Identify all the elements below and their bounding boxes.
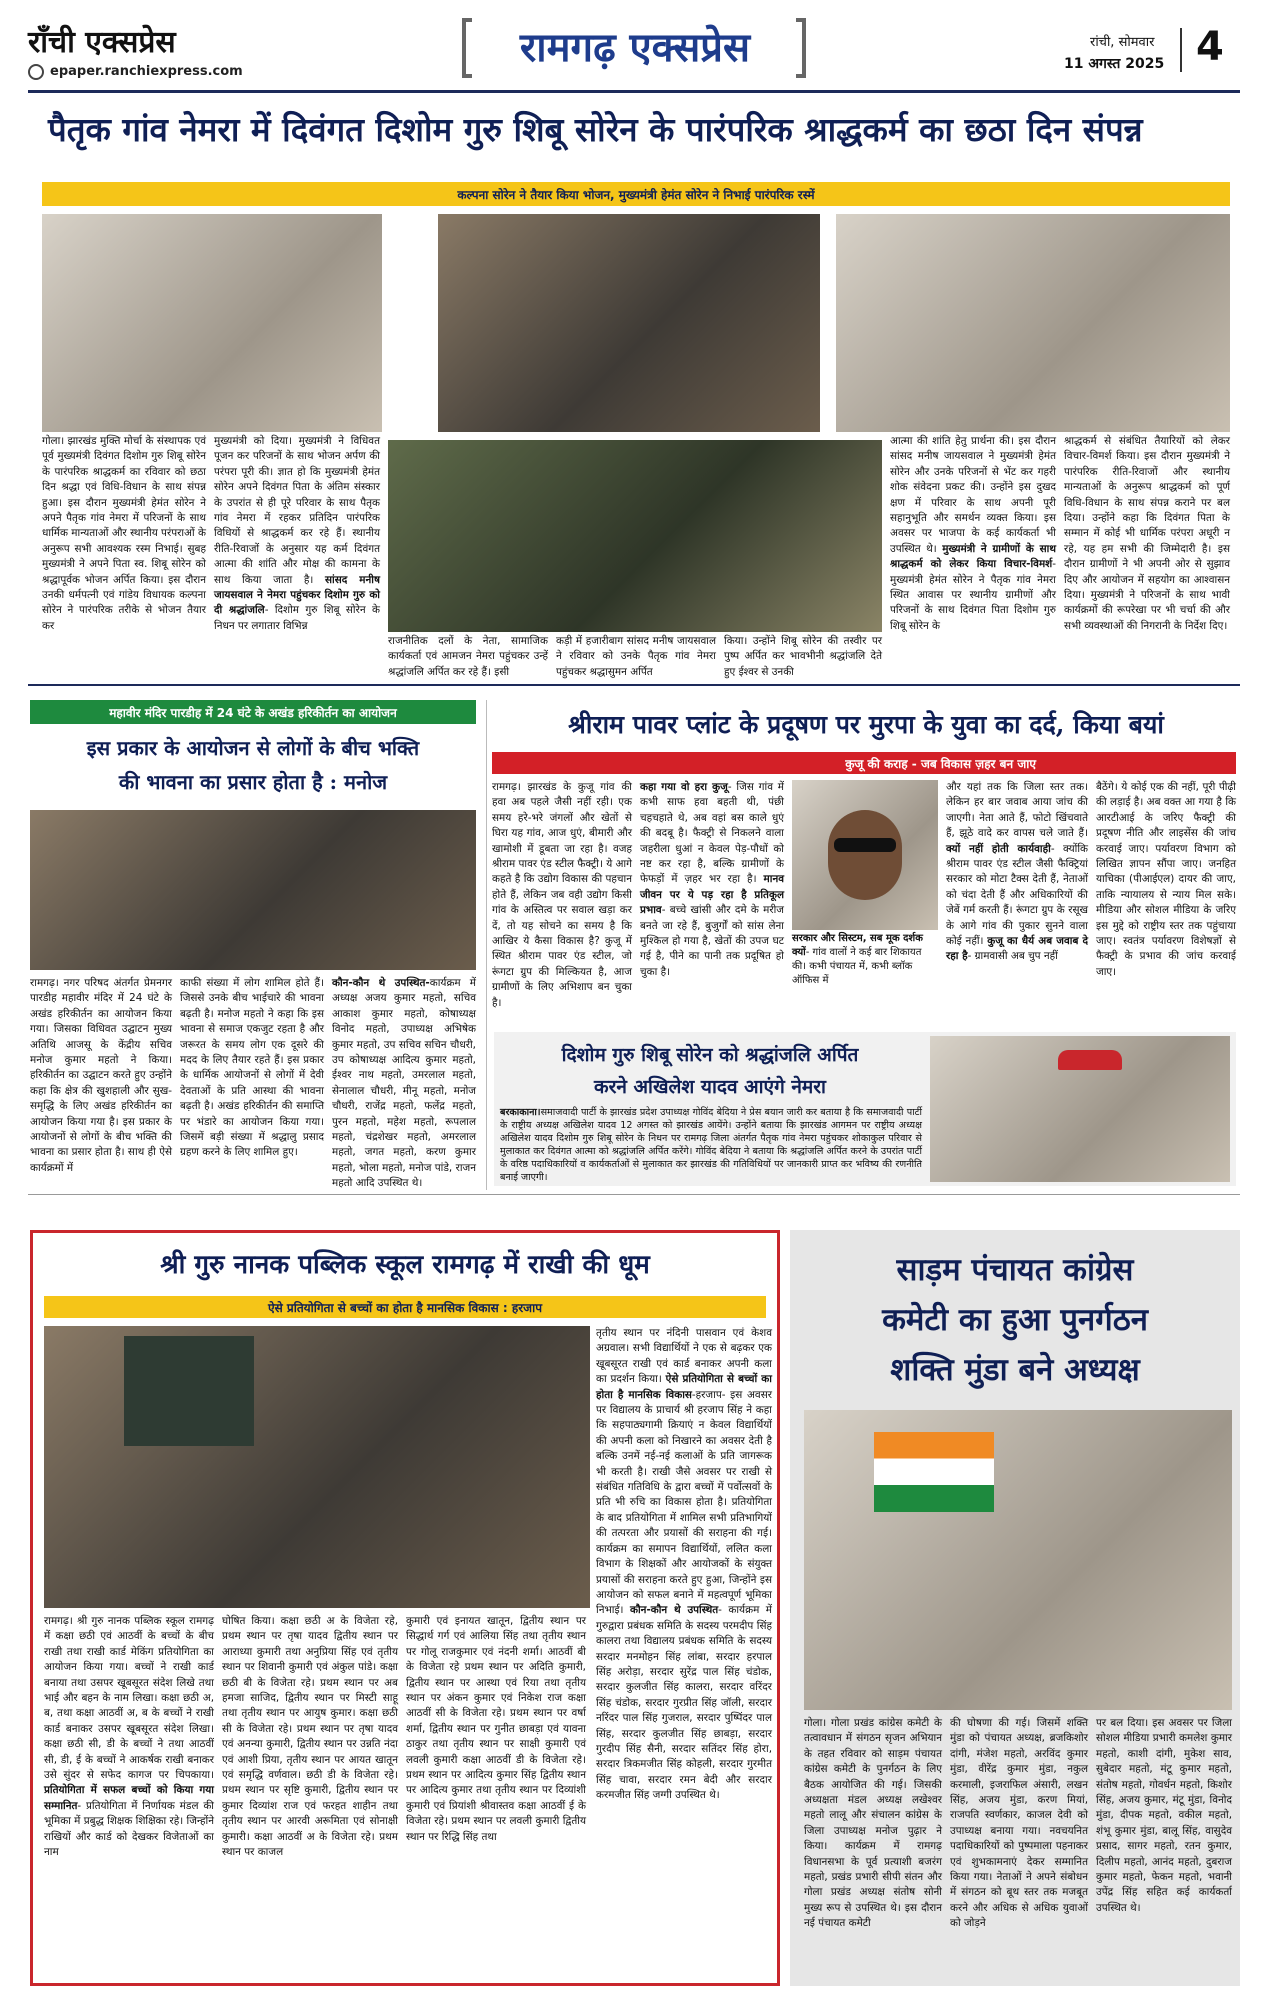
story5-col3: कुमारी एवं इनायत खातून, द्वितीय स्थान पर सिद्धार्थ गर्ग एवं आलिया सिंह तथा तृतीय स्थान पर गोलू राजकुमार एवं नंदनी शर्मा। आठवीं बी के विजेता रहे प्रथम स्थान पर अदिति कुमारी, द्वितीय स्थान पर आस्था एवं रिया तथा तृतीय स्थान पर अंकन कुमार एवं निकेश राज कक्षा आठवीं सी के विजेता रहे। प्रथम स्थान पर वर्षा शर्मा, द्वितीय स्थान पर गुनीत छाबड़ा एवं यावना ठाकुर तथा तृतीय स्थान पर साक्षी कुमारी एवं लवली कुमारी कक्षा आठवीं डी के विजेता रहे। प्रथम स्थान पर आदित्य कुमार सिंह द्वितीय स्थान पर आदित्य कुमार तथा तृतीय स्थान पर दिव्यांशी कुमारी एवं प्रियांशी श्रीवास्तव कक्षा आठवीं ई के विजेता रहे। प्रथम स्थान पर लवली कुमारी द्वितीय स्थान पर रिद्धि सिंह तथा	[406, 1615, 586, 1843]
story2-col3	[332, 976, 476, 1190]
story1-col5: किया। उन्होंने शिबू सोरेन की तस्वीर पर पुष्प अर्पित कर भावभीनी श्रद्धांजलि देते हुए ईश्वर से उनकी	[724, 635, 882, 678]
story2-col3-subhead: कौन-कौन थे उपस्थित-	[332, 977, 430, 989]
section-title: रामगढ़ एक्सप्रेस	[519, 24, 751, 71]
page-divider	[1180, 28, 1182, 72]
story5-col2: घोषित किया। कक्षा छठी अ के विजेता रहे, प्रथम स्थान पर तृषा यादव द्वितीय स्थान पर आराध्या कुमारी तथा अनुप्रिया सिंह एवं तृतीय स्थान पर शिवानी कुमारी एवं अंकुल पांडे। कक्षा छठी बी के विजेता रहे। प्रथम स्थान पर अब हमजा साजिद, द्वितीय स्थान पर मिस्टी साहू तथा तृतीय स्थान पर आयुष कुमार। कक्षा छठी सी के विजेता रहे। प्रथम स्थान पर तृषा यादव एवं अनन्या कुमारी, द्वितीय स्थान पर उन्नति नंदा एवं आशी प्रिया, तृतीय स्थान पर आयत खातून एवं समृद्धि वर्णवाल। छठी डी के विजेता रहे। प्रथम स्थान पर सृष्टि कुमारी, द्वितीय स्थान पर कुमार दिव्यांश राज एवं फरहत शाहीन तथा तृतीय स्थान पर आरवी अरूमिता एवं सोनाक्षी कुमारी। कक्षा आठवीं अ के विजेता रहे। प्रथम स्थान पर काजल	[222, 1615, 398, 1859]
photo-kalpana-offering	[42, 214, 382, 432]
location-day: रांची, सोमवार	[1090, 35, 1155, 50]
story3-col3-tail: - क्योंकि श्रीराम पावर एंड स्टील जैसी फैक्ट्रियां सरकार को मोटा टैक्स देती हैं, नेताओं को चंदा देती हैं और अधिकारियों की जेबें गर्म करती हैं। रूंगटा ग्रुप के रसूख के आगे गांव की पुकार सुनने वाला कोई नहीं।	[946, 842, 1088, 948]
section-bracket-right	[796, 18, 806, 78]
story1-col4: कड़ी में हजारीबाग सांसद मनीष जायसवाल ने रविवार को उनके पैतृक गांव नेमरा पहुंचकर श्रद्धासुमन अर्पित	[556, 635, 716, 678]
story1-col2-text: मुख्यमंत्री को दिया। मुख्यमंत्री ने विधिवत पूजन कर परिजनों के साथ भोजन अर्पण की परंपरा पूरी की। ज्ञात हो कि मुख्यमंत्री हेमंत सोरेन अपने दिवंगत पिता के अंतिम संस्कार के उपरांत से ही पूरे परिवार के साथ पैतृक गांव नेमरा में रहकर प्रतिदिन पारंपरिक विधियों से श्राद्धकर्म कर रहे हैं। स्थानीय रीति-रिवाजों के अनुसार यह कर्म दिवंगत आत्मा की शांति और मोक्ष की कामना के साथ किया जाता है।	[214, 435, 380, 586]
page-number: 4	[1196, 24, 1224, 70]
story4-body-lead: बरकाकाना।	[500, 1107, 541, 1118]
story1-col6-tail: - मुख्यमंत्री हेमंत सोरेन ने पैतृक गांव नेमरा स्थित आवास पर स्थानीय ग्रामीणों और परिजनों के साथ दिवंगत पिता दिशोम गुरु शिबू सोरेन के	[890, 558, 1056, 632]
red-cap-icon	[1058, 1050, 1122, 1070]
story1-col7: श्राद्धकर्म से संबंधित तैयारियों को लेकर विचार-विमर्श किया। इस दौरान मुख्यमंत्री ने पारंपरिक रीति-रिवाजों और स्थानीय मान्यताओं के अनुरूप श्राद्धकर्म को पूर्ण विधि-विधान के साथ संपन्न कराने पर बल दिया। उन्होंने कहा कि दिवंगत पिता के सम्मान में कोई भी धार्मिक परंपरा अधूरी न रहे, यह हम सभी की जिम्मेदारी है। इस दौरान ग्रामीणों ने भी अपनी ओर से सुझाव दिए और आयोजन में सहयोग का आश्वासन दिया। मुख्यमंत्री ने परिजनों के साथ भावी कार्यक्रमों की रूपरेखा पर भी चर्चा की और सभी व्यवस्थाओं की निगरानी के निर्देश दिए।	[1064, 435, 1230, 632]
story6-col3: पर बल दिया। इस अवसर पर जिला सोशल मीडिया प्रभारी कमलेश कुमार महतो, काशी दांगी, मुकेश साव, सुबेदार महतो, मंटू कुमार महतो, संतोष महतो, गोवर्धन महतो, किशोर सिंह, अजय कुमार, मंटू मुंडा, विनोद मुंडा, दीपक महतो, वकील महतो, शंभू कुमार मुंडा, बालू सिंह, वासुदेव प्रसाद, सागर महतो, रतन कुमार, दिलीप महतो, आनंद महतो, दुबराज कुमार महतो, फेकन महतो, भवानी उपेंद्र सिंह सहित कई कार्यकर्ता उपस्थित थे।	[1096, 1717, 1232, 1914]
story3-col1: रामगढ़। झारखंड के कुजू गांव की हवा अब पहले जैसी नहीं रही। एक समय हरे-भरे जंगलों और खेतों से घिरा यह गांव, आज धुएं, बीमारी और खामोशी में डूबता जा रहा है। वजह श्रीराम पावर एंड स्टील फैक्ट्री। ये आगे कहते है कि उद्योग विकास की पहचान होते हैं, लेकिन जब वही उद्योग किसी गांव के अस्तित्व पर सवाल खड़ा कर दें, तो यह सोचने का समय है कि आखिर ये कैसा विकास है? कुजू में स्थित श्रीराम पावर एंड स्टील, जो रूंगटा ग्रुप की मिल्कियत है, आज ग्रामीणों के लिए अभिशाप बन चुका है।	[492, 781, 632, 1009]
photo-cm-procession	[438, 214, 820, 432]
story3-col3-tail2: - ग्रामवासी अब चुप नहीं	[967, 950, 1058, 963]
story1-col3: राजनीतिक दलों के नेता, सामाजिक कार्यकर्ता एवं आमजन नेमरा पहुंचकर उन्हें श्रद्धांजलि अर्पित कर रहे हैं। इसी	[388, 635, 548, 678]
story3-photo-caption-title: सरकार और सिस्टम, सब मूक दर्शक क्यों	[792, 933, 923, 958]
story1-headline: पैतृक गांव नेमरा में दिवंगत दिशोम गुरु शिबू सोरेन के पारंपरिक श्राद्धकर्म का छठा दिन संपन्न	[48, 110, 1143, 149]
story5-col4-text: तृतीय स्थान पर नंदिनी पासवान एवं केशव अग्रवाल। सभी विद्यार्थियों ने एक से बढ़कर एक खूबसूरत राखी एवं कार्ड बनाकर अपनी कला का प्रदर्शन किया।	[596, 1327, 772, 1386]
middle-bottom-rule	[28, 1194, 1240, 1195]
story5-col4-tail: -हरजाप- इस अवसर पर विद्यालय के प्राचार्य श्री हरजाप सिंह ने कहा कि सहपाठ्यगामी क्रियाएं न केवल विद्यार्थियों की अपनी कला को निखारने का अवसर देती है बल्कि उनमें नई-नई कलाओं के प्रति जागरूक भी करती है। राखी जैसे अवसर पर राखी से संबंधित गतिविधि के द्वारा बच्चों में पर्वोत्सवों के प्रति भी रुचि का विकास होता है। प्रतियोगिता के बाद प्रतियोगिता में शामिल सभी प्रतिभागियों की तत्परता और प्रयासों की सराहना की गई। कार्यक्रम का समापन विद्यार्थियों, ललित कला विभाग के शिक्षकों और आयोजकों के संयुक्त प्रयासों की सराहना करते हुए हुआ, जिन्होंने इस आयोजन को सफल बनाने में महत्वपूर्ण भूमिका निभाई।	[596, 1388, 772, 1617]
masthead	[0, 0, 1268, 88]
story6-headline-line2: कमेटी का हुआ पुनर्गठन	[882, 1302, 1148, 1338]
story3-col2-subhead2: मानव जीवन पर ये पड़ रहा है प्रतिकूल प्रभाव	[640, 873, 784, 917]
story2-col3-text: कार्यक्रम में अध्यक्ष अजय कुमार महतो, सचिव आकाश कुमार महतो, कोषाध्यक्ष विनोद महतो, उपाध्यक्ष अभिषेक कुमार महतो, उप सचिव सचिन चौधरी, उप कोषाध्यक्ष आदित्य कुमार महतो, ईश्वर नाथ महतो, उमरलाल महतो, सेनालाल चौधरी, मीनू महतो, मनोज चौधरी, राजेंद्र महतो, फलेंद्र महतो, पुरन महतो, महेश महतो, रूपलाल महतो, चंद्रशेखर महतो, अमरलाल महतो, जगत महतो, करण कुमार महतो, भोला महतो, मनोज पांडे, राजन महतो आदि उपस्थित थे।	[332, 977, 476, 1190]
story5-col1	[44, 1614, 214, 1980]
story1-col2	[214, 434, 380, 672]
photo-villagers-meeting	[388, 440, 882, 632]
story2-col2: काफी संख्या में लोग शामिल होते हैं। जिससे उनके बीच भाईचारे की भावना बढ़ती है। मनोज महतो ने कहा कि इस भावना से समाज एकजुट रहता है और जरूरत के समय लोग एक दूसरे की मदद के लिए तैयार रहते हैं। इस प्रकार के धार्मिक आयोजनों से लोगों में देवी देवताओं के प्रति आस्था की भावना बढ़ती है। अखंड हरिकीर्तन की समाप्ति पर भंडारे का आयोजन किया गया। जिसमें बड़ी संख्या में श्रद्धालु प्रसाद ग्रहण करने के लिए शामिल हुए।	[180, 977, 324, 1159]
story2-col1: रामगढ़। नगर परिषद अंतर्गत प्रेमनगर पारडीह महावीर मंदिर में 24 घंटे के अखंड हरिकीर्तन का आयोजन किया गया। जिसका विधिवत उद्घाटन मुख्य अतिथि आजसू के केंद्रीय सचिव मनोज कुमार महतो ने किया। हरिकीर्तन का उद्घाटन करते हुए उन्होंने कहा कि क्षेत्र की खुशहाली और सुख-समृद्धि के लिए अखंड हरिकीर्तन का आयोजन किया गया है। इस प्रकार के आयोजनों से लोगों के बीच भक्ति की भावना का प्रसार होता है। साथ ही ऐसे कार्यक्रमों में	[30, 977, 172, 1174]
story3-col3-text: और यहां तक कि जिला स्तर तक। लेकिन हर बार जवाब आया जांच की जाएगी। नेता आते हैं, फोटो खिंचवाते हैं, झूठे वादे कर वापस चले जाते हैं।	[946, 781, 1088, 840]
issue-date: 11 अगस्त 2025	[1064, 56, 1165, 72]
story3-headline: श्रीराम पावर प्लांट के प्रदूषण पर मुरपा के युवा का दर्द, किया बयां	[568, 710, 1164, 739]
story1-col2-tail: - दिशोम गुरु शिबू सोरेन के निधन पर लगातार विभिन्न	[214, 604, 380, 632]
masthead-rule	[28, 90, 1240, 93]
story3-col3-subhead2: कुजू का धैर्य अब जवाब दे रहा है	[946, 935, 1088, 963]
story2-headline-line2: की भावना का प्रसार होता है : मनोज	[118, 770, 388, 794]
blackboard	[124, 1336, 254, 1446]
story5-col1-tail: - प्रतियोगिता में निर्णायक मंडल की भूमिका में प्रबुद्ध शिक्षक शिक्षिका रहे। जिन्होंने राखियों और कार्ड को देखकर विजेताओं का नाम	[44, 1799, 215, 1859]
story6-headline-line1: साड़म पंचायत कांग्रेस	[896, 1252, 1134, 1288]
photo-rakhi-students	[44, 1326, 590, 1608]
story4-body-text: समाजवादी पार्टी के झारखंड प्रदेश उपाध्यक्ष गोविंद बेदिया ने प्रेस बयान जारी कर बताया है कि समाजवादी पार्टी के राष्ट्रीय अध्यक्ष अखिलेश यादव 12 अगस्त को झारखंड आयेंगे। उन्होंने बताया कि झारखंड आगमन पर राष्ट्रीय अध्यक्ष अखिलेश यादव दिशोम गुरु शिबू सोरेन के निधन पर रामगढ़ जिला अंतर्गत पैतृक गांव नेमरा पहुंचकर शोकाकुल परिवार से मुलाकात कर दिवंगत आत्मा को श्रद्धांजलि अर्पित करेंगे। गोविंद बेदिया ने बताया कि श्रद्धांजलि अर्पित करने के उपरांत पार्टी के वरिष्ठ पदाधिकारियों व कार्यकर्ताओं से मुलाकात कर झारखंड की गतिविधियों पर जानकारी प्राप्त कर भविष्य की रणनीति बनाई जाएगी।	[500, 1107, 922, 1183]
photo-face	[828, 810, 902, 900]
story5-col4	[596, 1326, 772, 1980]
story4-body	[500, 1106, 922, 1184]
story3-col2	[640, 780, 785, 978]
story3-col4: बैठेंगे। ये कोई एक की नहीं, पूरी पीढ़ी की लड़ाई है। अब वक्त आ गया है कि आरटीआई के जरिए फैक्ट्री की प्रदूषण नीति और लाइसेंस की जांच करवाई जाए। पर्यावरण विभाग को लिखित ज्ञापन सौंपा जाए। जनहित याचिका (पीआईएल) दायर की जाए, ताकि न्यायालय से न्याय मिल सके। मीडिया और सोशल मीडिया के जरिए इस मुद्दे को राष्ट्रीय स्तर तक पहुंचाया जाए। स्वतंत्र पर्यावरण विशेषज्ञों से फैक्ट्री के प्रभाव की जांच करवाई जाए।	[1096, 781, 1236, 978]
story4-headline-line1: दिशोम गुरु शिबू सोरेन को श्रद्धांजलि अर्पित	[561, 1044, 859, 1066]
story5-headline: श्री गुरु नानक पब्लिक स्कूल रामगढ़ में राखी की धूम	[160, 1250, 650, 1280]
globe-icon	[28, 64, 44, 80]
story1-bottom-rule	[28, 684, 1240, 686]
story5-col1-subhead: प्रतियोगिता में सफल बच्चों को किया गया सम्मानित	[44, 1784, 214, 1812]
photo-murpa-youth	[792, 780, 938, 930]
story3-subhead: कुजू की कराह - जब विकास ज़हर बन जाए	[492, 752, 1236, 774]
story3-col3-subhead: क्यों नहीं होती कार्यवाही	[946, 842, 1051, 855]
story3-col3	[946, 780, 1088, 970]
story6-col1: गोला। गोला प्रखंड कांग्रेस कमेटी के तत्वावधान में संगठन सृजन अभियान के तहत रविवार को साड़म पंचायत कांग्रेस कमेटी के पुनर्गठन के लिए बैठक आयोजित की गई। जिसकी अध्यक्षता मंडल अध्यक्ष लखेश्वर महतो लालू और संचालन कांग्रेस के जिला उपाध्यक्ष मनोज पुढ़ार ने किया। कार्यक्रम में रामगढ़ विधानसभा के पूर्व प्रत्याशी बजरंग महतो, प्रखंड प्रभारी सीपी संतन और गोला प्रखंड अध्यक्ष संतोष सोनी मुख्य रूप से उपस्थित थे। इस दौरान नई पंचायत कमेटी	[804, 1717, 942, 1930]
story1-col6-subhead: मुख्यमंत्री ने ग्रामीणों के साथ श्राद्धकर्म को लेकर किया विचार-विमर्श	[890, 542, 1056, 571]
story1-col6-text: आत्मा की शांति हेतु प्रार्थना की। इस दौरान सांसद मनीष जायसवाल ने मुख्यमंत्री हेमंत सोरेन और उनके परिजनों से भेंट कर गहरी शोक संवेदना प्रकट की। उन्होंने इस दुखद क्षण में परिवार के साथ अपनी पूरी सहानुभूति और समर्थन व्यक्त किया। इस अवसर पर भाजपा के कई कार्यकर्ता भी उपस्थित थे।	[890, 435, 1056, 555]
photo-mp-greeting	[836, 214, 1230, 432]
story4-headline-line2: करने अखिलेश यादव आएंगे नेमरा	[594, 1076, 826, 1098]
story1-col1: गोला। झारखंड मुक्ति मोर्चा के संस्थापक एवं पूर्व मुख्यमंत्री दिवंगत दिशोम गुरु शिबू सोरेन के पारंपरिक श्राद्धकर्म का रविवार को छठा दिन श्रद्धा एवं विधि-विधान के साथ संपन्न हुआ। इस दौरान मुख्यमंत्री हेमंत सोरेन ने अपने पैतृक गांव नेमरा में परिजनों के साथ धार्मिक मान्यताओं और स्थानीय परंपराओं के अनुरूप सभी आवश्यक रस्म निभाई। सुबह मुख्यमंत्री ने अपने पिता स्व. शिबू सोरेन को श्रद्धापूर्वक भोजन अर्पित किया। इस दौरान उनकी धर्मपत्नी एवं गांडेय विधायक कल्पना सोरेन ने पारंपरिक तरीके से भोजन तैयार कर	[42, 435, 206, 632]
story2-headline-line1: इस प्रकार के आयोजन से लोगों के बीच भक्ति	[86, 736, 420, 760]
story3-col2-tail: - बच्चे खांसी और दमे के मरीज बनते जा रहे हैं, बुजुर्गों को सांस लेना मुश्किल हो गया है, खेतों की उपज घट गई है, पीने का पानी तक प्रदूषित हो चुका है।	[640, 904, 784, 978]
photo-harikirtan	[30, 810, 476, 970]
tricolor-flag	[874, 1432, 994, 1512]
story2-kicker: महावीर मंदिर पारडीह में 24 घंटे के अखंड हरिकीर्तन का आयोजन	[30, 700, 476, 724]
story5-col1-text: रामगढ़। श्री गुरु नानक पब्लिक स्कूल रामगढ़ में कक्षा छठी एवं आठवीं के बच्चों के बीच राखी तथा राखी कार्ड मेकिंग प्रतियोगिता का आयोजन किया गया। बच्चों ने राखी कार्ड बनाया तथा उसपर खूबसूरत संदेश लिखे तथा भाई और बहन के नाम लिखा। कक्षा छठी अ, ब, तथा कक्षा आठवीं अ, ब के बच्चों ने राखी कार्ड बनाकर उसपर खूबसूरत संदेश लिखा। कक्षा छठी सी, डी के बच्चों ने तथा आठवीं सी, डी, ई के बच्चों ने आकर्षक राखी बनाकर उसे सुंदर से सफेद कागज पर चिपकाया।	[44, 1615, 214, 1782]
story5-col4-subhead2: कौन-कौन थे उपस्थित	[630, 1604, 719, 1617]
story5-col4-tail2: - कार्यक्रम में गुरुद्वारा प्रबंधक समिति के सदस्य परमदीप सिंह कालरा तथा विद्यालय प्रबंधक समिति के सदस्य सरदार मनमोहन सिंह लांबा, सरदार हरपाल सिंह अरोड़ा, सरदार सुरेंद्र पाल सिंह चंडोक, सरदार कुलजीत सिंह कालरा, सरदार वरिंदर सिंह चंडोक, सरदार गुरप्रीत सिंह जॉली, सरदार नरिंदर पाल सिंह गुजराल, सरदार पुष्पिंदर पाल सिंह, सरदार कुलजीत सिंह छाबड़ा, सरदार गुरदीप सिंह सैनी, सरदार सतिंदर सिंह होरा, सरदार त्रिकमजीत सिंह कोहली, सरदार गुरमीत सिंह चावा, सरदार रमन बेदी और सरदार करमजीत सिंह जग्गी उपस्थित थे।	[596, 1604, 772, 1802]
photo-congress-meeting	[804, 1410, 1232, 1710]
brand-logo: राँची एक्सप्रेस	[28, 25, 176, 60]
story6-headline-line3: शक्ति मुंडा बने अध्यक्ष	[890, 1352, 1140, 1388]
story6-col2: की घोषणा की गई। जिसमें शक्ति मुंडा को पंचायत अध्यक्ष, ब्रजकिशोर दांगी, मंजेश महतो, अरविंद कुमार मुंडा, वीरेंद्र कुमार मुंडा, नकुल करमाली, इजराफिल अंसारी, लखन सिंह, अजय मुंडा, करण मियां, राजपति स्वर्णकार, काजल देवी को उपाध्यक्ष बनाया गया। नवचयनित पदाधिकारियों को पुष्पमाला पहनाकर एवं शुभकामनाएं देकर सम्मानित किया गया। नेताओं ने अपने संबोधन में संगठन को बूथ स्तर तक मजबूत करने और अधिक से अधिक युवाओं को जोड़ने	[950, 1717, 1088, 1930]
story1-col2-subhead: सांसद मनीष जायसवाल ने नेमरा पहुंचकर दिशोम गुरु को दी श्रद्धांजलि	[214, 573, 380, 617]
photo-akhilesh-yadav	[930, 1036, 1230, 1182]
sunglasses-icon	[834, 838, 896, 852]
story5-col4-subhead: ऐसे प्रतियोगिता से बच्चों का होता है मानसिक विकास	[596, 1373, 772, 1401]
story3-col2-subhead: कहा गया वो हरा कुजू	[640, 781, 728, 793]
story3-photo-caption-tail: - गांव वालों ने कई बार शिकायत की। कभी पंचायत में, कभी ब्लॉक ऑफिस में	[792, 947, 922, 986]
story2-divider	[486, 700, 487, 1190]
story1-subhead: कल्पना सोरेन ने तैयार किया भोजन, मुख्यमंत्री हेमंत सोरेन ने निभाई पारंपरिक रस्में	[42, 182, 1230, 206]
story3-photo-caption	[792, 932, 938, 986]
story3-col2-text: - जिस गांव में कभी साफ हवा बहती थी, पंछी चहचहाते थे, अब वहां बस काले धुएं की बदबू है। फैक्ट्री से निकलने वाला जहरीला धुआं न केवल पेड़-पौधों को नष्ट कर रहा है, बल्कि ग्रामीणों के फेफड़ों में ज़हर भर रहा है।	[640, 781, 785, 886]
epaper-url[interactable]: epaper.ranchiexpress.com	[50, 64, 243, 79]
story1-col6	[890, 434, 1056, 674]
story5-subhead: ऐसे प्रतियोगिता से बच्चों का होता है मानसिक विकास : हरजाप	[44, 1296, 766, 1318]
section-bracket-left	[462, 18, 472, 78]
